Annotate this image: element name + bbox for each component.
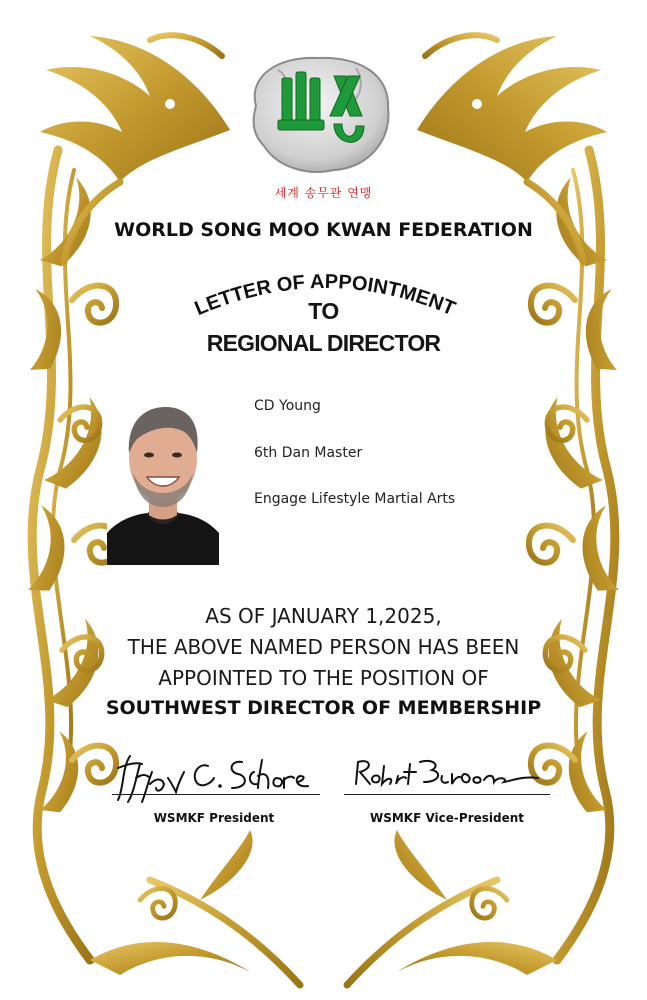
appointed-position: SOUTHWEST DIRECTOR OF MEMBERSHIP [105,697,542,719]
bottom-ornament-right [347,830,557,985]
president-signature-line [112,794,320,795]
vice-president-signature-line [344,794,550,795]
korean-federation-name: 세계 송무관 연맹 [274,186,373,200]
statement-line-3: APPOINTED TO THE POSITION OF [158,666,489,690]
appointee-name: CD Young [254,398,321,414]
federation-title: WORLD SONG MOO KWAN FEDERATION [114,219,533,241]
statement-line-1: AS OF JANUARY 1,2025, [205,604,442,628]
to-label: TO [308,298,339,324]
vice-president-caption: WSMKF Vice-President [369,811,525,825]
vice-president-signature [348,752,548,796]
bottom-ornament-left [90,830,300,985]
president-caption: WSMKF President [153,811,275,825]
appointee-rank: 6th Dan Master [254,445,363,461]
federation-logo [238,46,398,178]
appointee-school: Engage Lifestyle Martial Arts [254,491,456,507]
president-signature [112,748,322,804]
letter-title: LETTER OF APPOINTMENT [191,270,459,321]
appointee-photo [107,395,219,565]
position-heading: REGIONAL DIRECTOR [206,330,441,356]
statement-line-2: THE ABOVE NAMED PERSON HAS BEEN [127,635,520,659]
